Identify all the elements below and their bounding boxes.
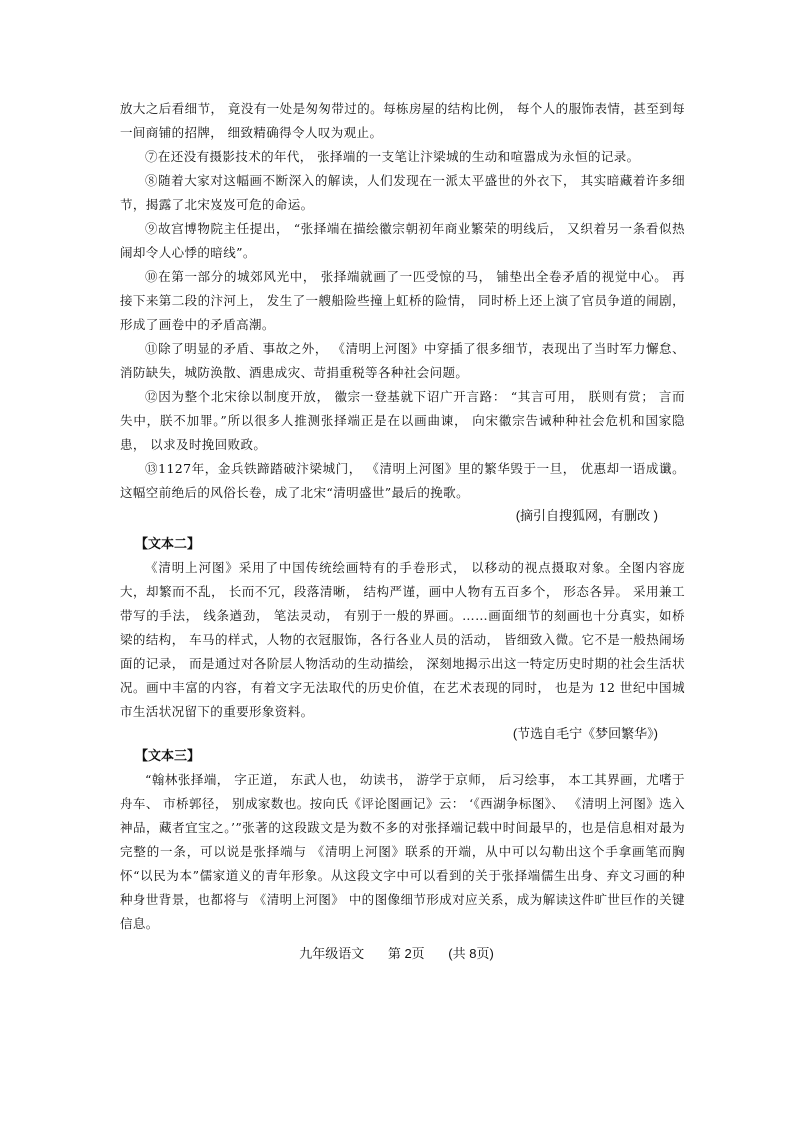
footer-total-pages: (共 8页) [448,946,494,961]
paragraph-7: ⑦在还没有摄影技术的年代， 张择端的一支笔让汴梁城的生动和喧嚣成为永恒的记录。 [145,149,640,164]
source-citation-1: (摘引自搜狐网，有删改 ) [515,508,658,523]
paragraph-9: ⑨故宫博物院主任提出， “张择端在描绘徽宗朝初年商业繁荣的明线后， 又织着另一条看似热闹却令人心悸的暗线”。 [120,221,685,260]
paragraph-13: ⑬1127年，金兵铁蹄踏破汴梁城门， 《清明上河图》里的繁华毁于一旦， 优惠却一语成谶。这幅空前绝后的风俗长卷，成了北宋“清明盛世”最后的挽歌。 [120,461,685,500]
paragraph-continuation: 放大之后看细节， 竟没有一处是匆匆带过的。每栋房屋的结构比例， 每个人的服饰表情，甚至到每一间商铺的招牌， 细致精确得令人叹为观止。 [120,101,685,140]
footer-subject: 九年级语文 [299,946,365,961]
paragraph-10: ⑩在第一部分的城郊风光中， 张择端就画了一匹受惊的马， 铺垫出全卷矛盾的视觉中心。 再接下来第二段的汴河上， 发生了一艘船险些撞上虹桥的险情， 同时桥上还上演了官员争道的闹剧，形成了画卷中的矛盾高潮。 [120,269,685,332]
paragraph-12: ⑫因为整个北宋徐以制度开放， 徽宗一登基就下诏广开言路： “其言可用， 朕则有赏； 言而失中，朕不加罪。”所以很多人推测张择端正是在以画曲谏， 向宋徽宗告诫种种社会危机和国家隐患， 以求及时挽回败政。 [120,389,685,452]
section-heading-text2: 【文本二】 [135,537,201,552]
paragraph-11: ⑪除了明显的矛盾、事故之外， 《清明上河图》中穿插了很多细节，表现出了当时军力懈怠、消防缺失，城防涣散、酒患成灾、苛捐重税等各种社会问题。 [120,341,685,380]
page-footer [0,943,793,962]
text2-body: 《清明上河图》采用了中国传统绘画特有的手卷形式， 以移动的视点摄取对象。全图内容庞大，却繁而不乱， 长而不冗，段落清晰， 结构严谨，画中人物有五百多个， 形态各异。 采用兼工带写的手法， 线条遒劲， 笔法灵动， 有别于一般的界画。……画面细节的刻画也十分真实，如桥梁的结构， 车马的样式，人物的衣冠服饰，各行各业人员的活动， 皆细致入微。它不是一般热闹场面的记录， 而是通过对各阶层人物活动的生动描绘， 深刻地揭示出这一特定历史时期的社会生活状况。画中丰富的内容，有着文字无法取代的历史价值，在艺术表现的同时， 也是为 12 世纪中国城市生活状况留下的重要形象资料。 [120,560,685,719]
section-heading-text3: 【文本三】 [135,749,201,764]
source-citation-2: (节选自毛宁《梦回繁华》) [512,726,658,741]
text3-body: “翰林张择端， 字正道， 东武人也， 幼读书， 游学于京师， 后习绘事， 本工其界画，尤嗜于舟车、 市桥郭径， 别成家数也。按向氏《评论图画记》云： ‘《西湖争标图》、 《清明上河图》选入神品，藏者宜宝之。’”张著的这段跋文是为数不多的对张择端记载中时间最早的，也是信息相对最为完整的一条，可以说是张择端与 《清明上河图》联系的开端，从中可以勾勒出这个手拿画笔而胸怀“以民为本”儒家道义的青年形象。从这段文字中可以看到的关于张择端儒生出身、弃文习画的种种身世背景，也都将与 《清明上河图》 中的图像细节形成对应关系，成为解读这件旷世巨作的关键信息。 [120,772,685,931]
footer-page-number: 第 2页 [387,946,425,961]
paragraph-8: ⑧随着大家对这幅画不断深入的解读，人们发现在一派太平盛世的外衣下， 其实暗藏着许多细节，揭露了北宋岌岌可危的命运。 [120,173,685,212]
